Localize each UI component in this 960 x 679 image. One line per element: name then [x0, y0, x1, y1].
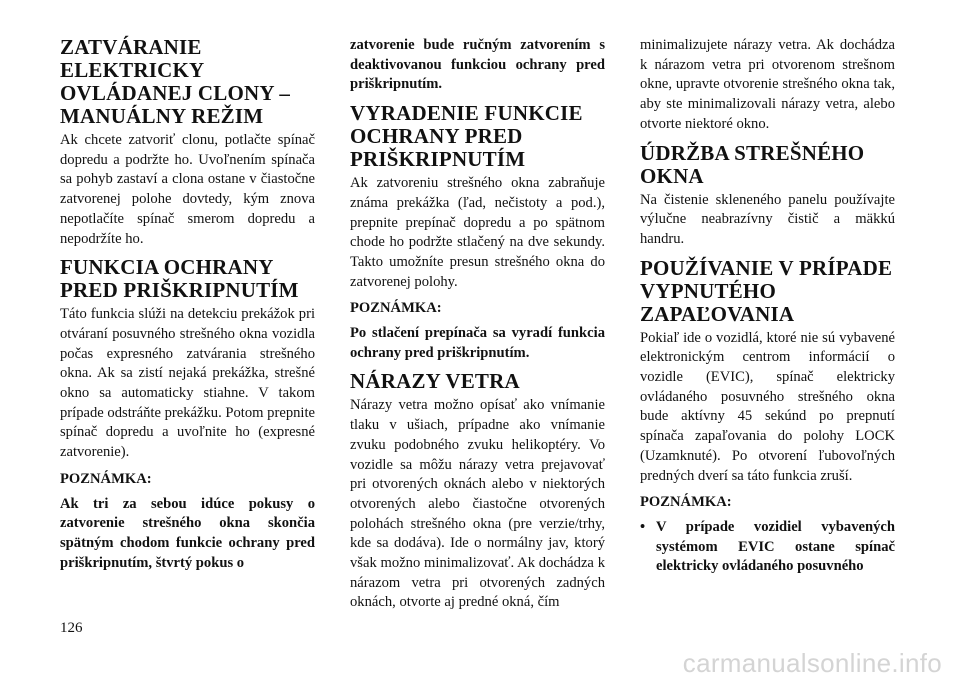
paragraph-manual-close: Ak chcete zatvoriť clonu, potlačte spínač dopredu a podržte ho. Uvoľnením spínača sa pohyb zastaví a clona ostane v čiastočne zatvorenej polohe dovtedy, kým znova nepotlačíte spínač smerom dopredu a nepodržíte ho.	[60, 132, 315, 247]
section-heading-wind-buffeting: NÁRAZY VETRA	[350, 369, 520, 394]
note-bullet-item: • V prípade vozidiel vybavených systémom EVIC ostane spínač elektricky ovládaného posuvného	[640, 518, 895, 577]
note-label: POZNÁMKA:	[60, 470, 152, 487]
note-text: Ak tri za sebou idúce pokusy o zatvorenie strešného okna skončia spätným chodom funkcie ochrany pred priškripnutím, štvrtý pokus o	[60, 495, 315, 571]
section-heading-manual-close: ZATVÁRANIE ELEKTRICKY OVLÁDANEJ CLONY – MANUÁLNY REŽIM	[60, 35, 291, 128]
watermark: carmanualsonline.info	[682, 648, 942, 678]
note-label: POZNÁMKA:	[350, 300, 442, 317]
column-middle	[350, 36, 605, 620]
paragraph-disable-pinch: Ak zatvoreniu strešného okna zabraňuje známa prekážka (ľad, nečistoty a pod.), prepnite prepínač dopredu a po spätnom chode ho podržte stlačený na dve sekundy. Takto umožníte presun strešného okna do zatvorenej polohy.	[350, 175, 605, 290]
paragraph-pinch-protection: Táto funkcia slúži na detekciu prekážok pri otváraní posuvného strešného okna vozidla počas expresného zatvárania strešného okna. Ak sa zistí nejaká prekážka, strešné okno sa automaticky stiahne. V takom prípade odstráňte prekážku. Potom prepnite spínač dopredu a uvoľnite ho (expresné zatvorenie).	[60, 306, 315, 461]
column-right	[640, 36, 895, 577]
paragraph-sunroof-maintenance: Na čistenie skleneného panelu používajte výlučne neabrazívny čistič a mäkkú handru.	[640, 191, 895, 247]
page-number: 126	[60, 620, 83, 636]
note-bullet-list	[640, 518, 895, 577]
note-label: POZNÁMKA:	[640, 494, 732, 511]
section-heading-sunroof-maintenance: ÚDRŽBA STREŠNÉHO OKNA	[640, 140, 865, 188]
note-text: Po stlačení prepínača sa vyradí funkcia ochrany pred priškripnutím.	[350, 325, 605, 361]
paragraph-wind-buffeting: Nárazy vetra možno opísať ako vnímanie tlaku v ušiach, prípadne ako vnímanie zvuku podobného zvuku helikoptéry. Vo vozidle sa môžu nárazy vetra prejavovať pri otvorených oknách alebo v niektorých otvorených alebo čiastočne otvorených polohách strešného okna (pre verzie/trhy, kde sa dodáva). Ide o normálny jav, ktorý však možno minimalizovať. Ak dochádza k nárazom vetra pri otvorených zadných oknách, otvorte aj predné okná, čím	[350, 397, 605, 611]
paragraph-wind-continued: minimalizujete nárazy vetra. Ak dochádza k nárazom vetra pri otvorenom strešnom okne, upravte otvorenie strešného okna tak, aby ste minimalizovali nárazy vetra, alebo otvorte niektoré okno.	[640, 37, 895, 132]
section-heading-ignition-off: POUŽÍVANIE V PRÍPADE VYPNUTÉHO ZAPAĽOVANIA	[640, 255, 893, 326]
column-left	[60, 36, 315, 580]
note-text-continued: zatvorenie bude ručným zatvorením s deaktivovanou funkciou ochrany pred priškripnutím.	[350, 37, 605, 93]
section-heading-pinch-protection: FUNKCIA OCHRANY PRED PRIŠKRIPNUTÍM	[60, 255, 299, 303]
paragraph-ignition-off: Pokiaľ ide o vozidlá, ktoré nie sú vybavené elektronickým centrom informácií o vozidle (EVIC), spínač elektricky ovládaného posuvného strešného okna bude aktívny 45 sekúnd po prepnutí spínača zapaľovania do polohy LOCK (Uzamknuté). Po otvorení ľubovoľných predných dverí sa táto funkcia zruší.	[640, 329, 895, 484]
section-heading-disable-pinch: VYRADENIE FUNKCIE OCHRANY PRED PRIŠKRIPNUTÍM	[350, 101, 583, 172]
